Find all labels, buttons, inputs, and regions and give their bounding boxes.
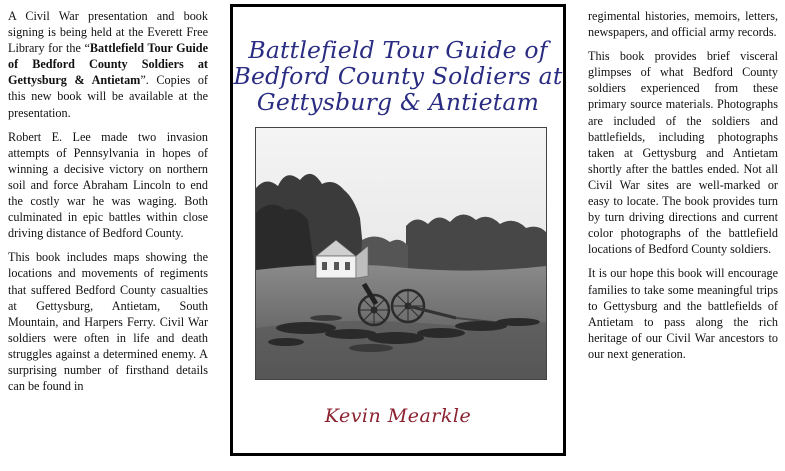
battlefield-photo	[255, 127, 547, 380]
intro-paragraph	[8, 8, 208, 121]
cover-title-line-2: Bedford County Soldiers at	[233, 62, 563, 90]
cover-title-line-3: Gettysburg & Antietam	[256, 88, 540, 116]
intro-text-after: ”. Copies of this new book will be available at the presentation.	[8, 73, 208, 120]
intro-text-before: A Civil War presentation and book signing is being held at the Everett Free Library for the “	[8, 9, 208, 56]
cover-title	[233, 37, 563, 115]
cover-author: Kevin Mearkle	[324, 405, 472, 427]
book-title-bold: Battlefield Tour Guide of Bedford County Soldiers at Gettysburg & Antietam	[8, 41, 208, 88]
cover-title-line-1: Battlefield Tour Guide of	[248, 36, 548, 64]
hope-paragraph: It is our hope this book will encourage families to take some meaningful trips to Gettysburg and the battlefields of Antietam to pass along the rich heritage of our Civil War ancestors to our next generation.	[588, 266, 778, 361]
maps-paragraph: This book includes maps showing the locations and movements of regiments that suffered Bedford County casualties at Gettysburg, Antietam, South Mountain, and Harpers Ferry. Civil War soldiers were often in life and death struggles against a determined enemy. A surprising number of firsthand details can be found in	[8, 250, 208, 394]
battlefield-photo-illustration	[256, 128, 546, 379]
lee-invasion-paragraph: Robert E. Lee made two invasion attempts of Pennsylvania in hopes of winning a decisive victory on northern soil and force Abraham Lincoln to end the costly war he was waging. Both culminated in epic battles within close driving distance of Bedford County.	[8, 129, 208, 241]
left-text-column	[8, 8, 208, 402]
visceral-glimpses-paragraph: This book provides brief visceral glimpses of what Bedford County soldiers experienced from these primary source materials. Photographs are included of the soldiers and battlefields, including photographs taken at Gettysburg and Antietam shortly after the battles ended. Not all Civil War sites are well-marked or easy to locate. The book provides turn by turn driving directions and current color photographs of the battlefield locations of Bedford County soldiers.	[588, 49, 778, 257]
sources-paragraph: regimental histories, memoirs, letters, newspapers, and official army records.	[588, 9, 778, 40]
book-cover	[230, 4, 566, 456]
right-text-column	[588, 8, 778, 370]
